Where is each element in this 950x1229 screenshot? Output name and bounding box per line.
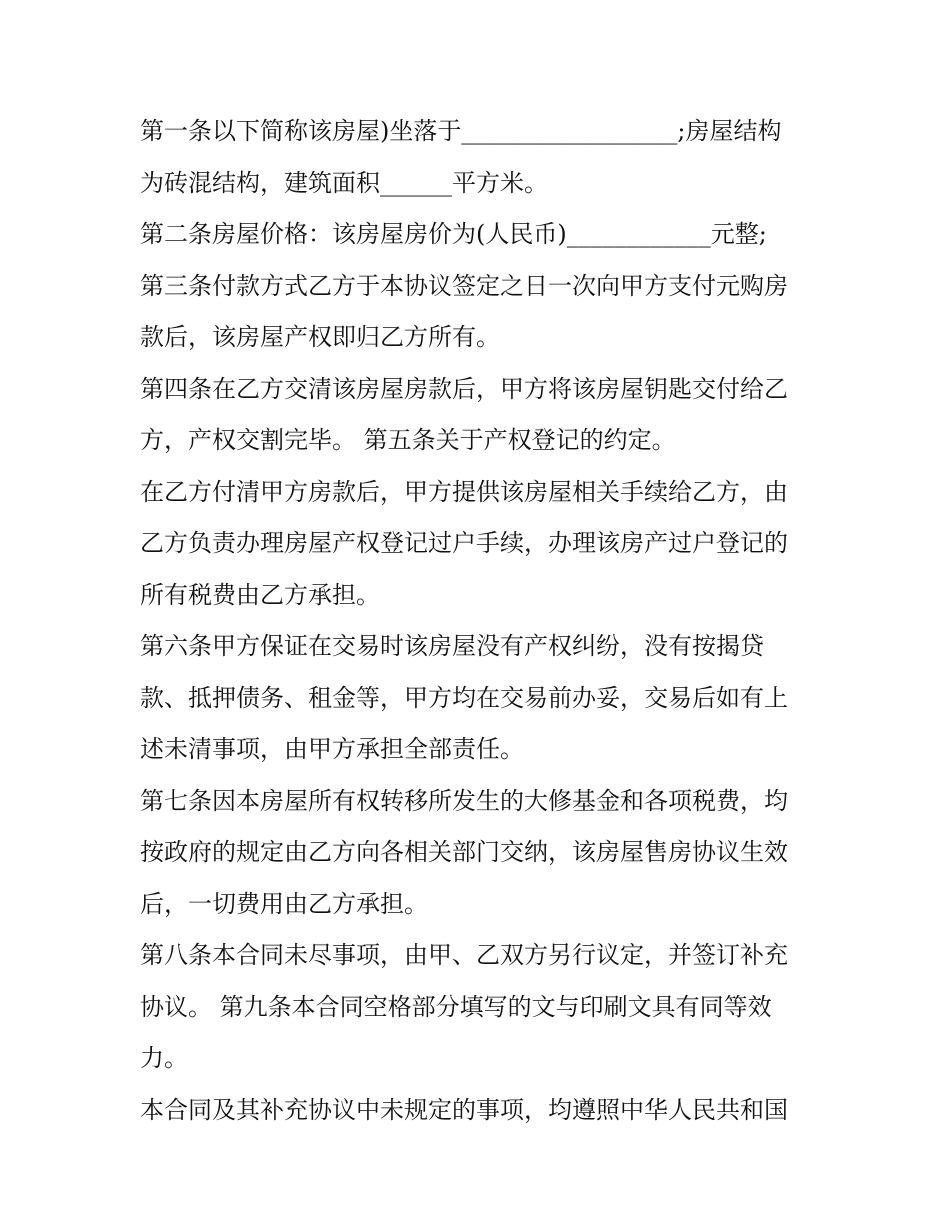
text-line-10: 所有税费由乙方承担。 — [140, 580, 380, 609]
text-line-6: 第四条在乙方交清该房屋房款后，甲方将该房屋钥匙交付给乙 — [140, 374, 788, 403]
text-line-5: 款后，该房屋产权即归乙方所有。 — [140, 323, 500, 351]
text-line-16: 后，一切费用由乙方承担。 — [140, 889, 428, 918]
text-line-7: 方，产权交割完毕。 第五条关于产权登记的约定。 — [140, 426, 676, 454]
text-line-13: 述未清事项，由甲方承担全部责任。 — [140, 735, 524, 763]
text-line-19: 力。 — [140, 1044, 188, 1072]
text-line-9: 乙方负责办理房屋产权登记过户手续，办理该房产过户登记的 — [140, 529, 788, 557]
text-line-17: 第八条本合同未尽事项，由甲、乙双方另行议定，并签订补充 — [140, 941, 788, 969]
text-line-15: 按政府的规定由乙方向各相关部门交纳，该房屋售房协议生效 — [140, 838, 788, 866]
text-line-8: 在乙方付清甲方房款后，甲方提供该房屋相关手续给乙方，由 — [140, 477, 788, 506]
text-line-4: 第三条付款方式乙方于本协议签定之日一次向甲方支付元购房 — [140, 271, 788, 300]
contract-body — [140, 106, 820, 1136]
text-line-20: 本合同及其补充协议中未规定的事项，均遵照中华人民共和国 — [140, 1095, 788, 1124]
text-line-12: 款、抵押债务、租金等，甲方均在交易前办妥，交易后如有上 — [140, 683, 788, 712]
text-line-2: 为砖混结构，建筑面积______平方米。 — [140, 168, 548, 197]
text-line-1: 第一条以下简称该房屋)坐落于__________________;房屋结构 — [140, 117, 782, 145]
text-line-3: 第二条房屋价格：该房屋房价为(人民币)____________元整; — [140, 220, 767, 248]
text-line-18: 协议。 第九条本合同空格部分填写的文与印刷文具有同等效 — [140, 992, 772, 1021]
text-line-14: 第七条因本房屋所有权转移所发生的大修基金和各项税费，均 — [140, 786, 788, 815]
text-line-11: 第六条甲方保证在交易时该房屋没有产权纠纷，没有按揭贷 — [140, 632, 764, 660]
